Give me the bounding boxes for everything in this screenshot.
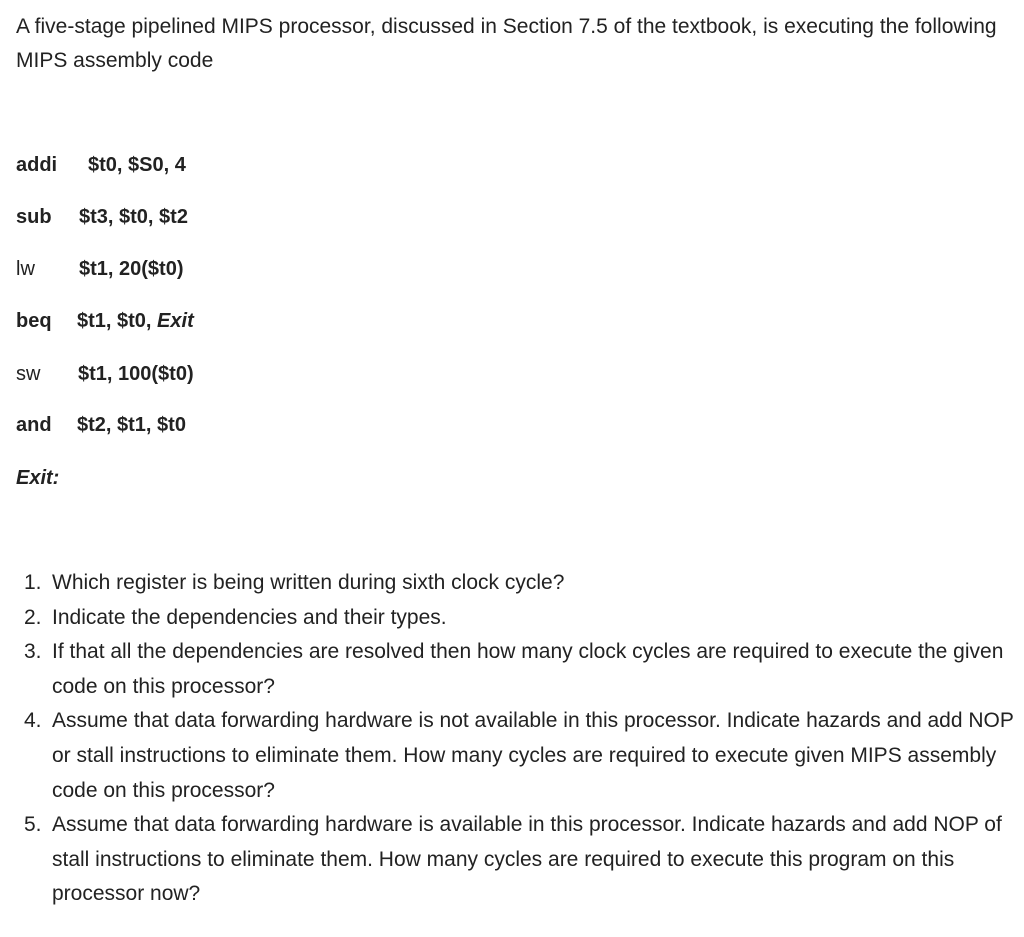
question-number: 1.	[24, 571, 42, 594]
operands	[77, 308, 194, 334]
operands: $t1, 100($t0)	[78, 363, 194, 385]
operands: $t2, $t1, $t0	[77, 414, 186, 436]
question-item	[16, 635, 1020, 704]
question-item	[16, 601, 1020, 636]
question-list	[16, 566, 1020, 912]
opcode: lw	[16, 258, 35, 280]
question-item	[16, 704, 1020, 808]
opcode: addi	[16, 154, 58, 176]
question-number: 4.	[24, 709, 42, 733]
question-text: If that all the dependencies are resolved then how many clock cycles are required to execute the given code on this processor?	[52, 640, 1004, 698]
branch-label: Exit	[157, 310, 194, 332]
question-number: 5.	[24, 813, 42, 837]
operands: $t1, 20($t0)	[79, 258, 184, 280]
code-line-sub	[16, 204, 188, 230]
opcode: sw	[16, 363, 41, 385]
question-number: 2.	[24, 605, 42, 629]
exit-label: Exit:	[16, 467, 60, 489]
opcode: sub	[16, 206, 52, 228]
intro-paragraph: A five-stage pipelined MIPS processor, discussed in Section 7.5 of the textbook, is executing the following MIPS assembly code	[16, 15, 997, 72]
question-number: 3.	[24, 640, 42, 664]
question-text: Assume that data forwarding hardware is available in this processor. Indicate hazards and add NOP of stall instructions to eliminate them. How many cycles are required to execute this program on this processor now?	[52, 813, 1002, 906]
code-line-sw	[16, 361, 194, 387]
question-text: Which register is being written during sixth clock cycle?	[52, 571, 565, 594]
assembly-code-block	[16, 0, 416, 500]
operands: $t0, $S0, 4	[88, 154, 186, 176]
code-line-lw	[16, 256, 184, 282]
opcode: beq	[16, 310, 52, 332]
code-line-addi	[16, 152, 186, 178]
question-text: Assume that data forwarding hardware is not available in this processor. Indicate hazards and add NOP or stall instructions to eliminate them. How many cycles are required to execute given MIPS assembly code on this processor?	[52, 709, 1014, 802]
question-item	[16, 808, 1020, 912]
question-text: Indicate the dependencies and their types.	[52, 605, 447, 629]
operand-registers: $t1, $t0,	[77, 310, 158, 332]
code-line-and	[16, 412, 186, 438]
code-line-beq	[16, 308, 194, 334]
opcode: and	[16, 414, 52, 436]
operands: $t3, $t0, $t2	[79, 206, 188, 228]
question-item	[16, 566, 1020, 601]
